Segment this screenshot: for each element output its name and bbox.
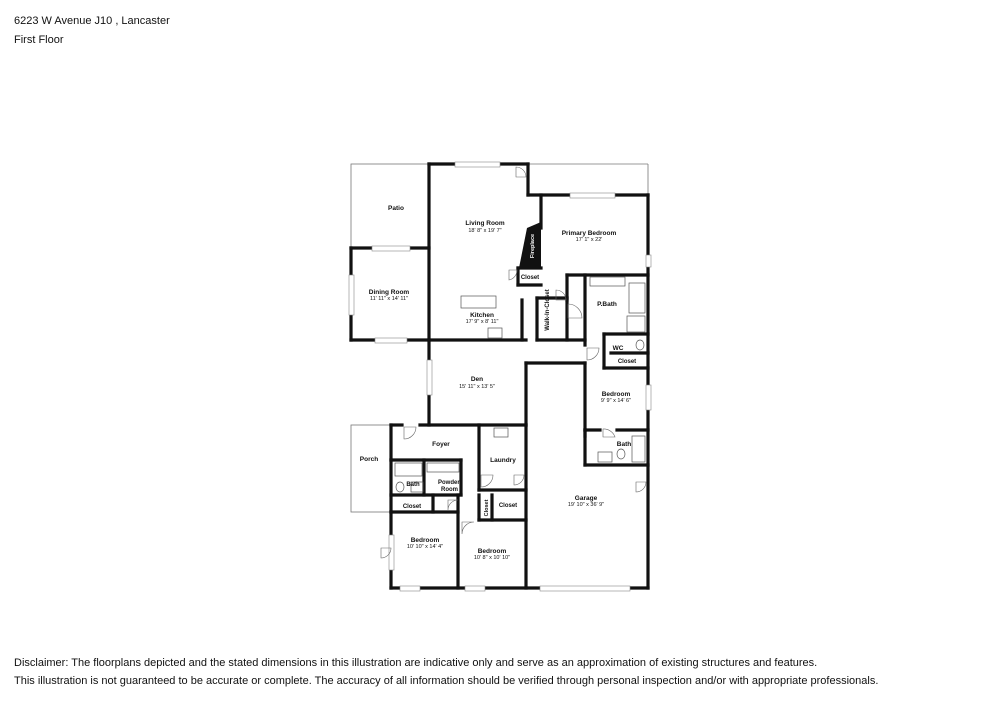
shower — [627, 316, 645, 332]
closet-bedroom-sw-label: Closet — [402, 504, 422, 510]
bedroom-mid-label: Bedroom — [477, 548, 507, 555]
window — [372, 246, 410, 251]
closet-hall-label: Closet — [498, 503, 518, 509]
bathtub — [632, 436, 645, 462]
garage-dims: 19' 10" x 36' 9" — [567, 502, 605, 508]
bath-west-label: Bath — [406, 482, 420, 488]
disclaimer-line-2: This illustration is not guaranteed to be accurate or complete. The accuracy of all information should be verified through personal inspection and/or with appropriate professionals. — [14, 675, 879, 687]
bathtub — [629, 283, 645, 313]
den-label: Den — [470, 376, 484, 383]
floor-label: First Floor — [14, 34, 64, 46]
door-swing — [481, 475, 493, 487]
closet-living-label: Closet — [520, 275, 540, 281]
doors — [381, 167, 646, 558]
sink — [598, 452, 612, 462]
kitchen-island — [461, 296, 496, 308]
door-swing — [509, 270, 517, 280]
toilet — [617, 449, 625, 459]
dining-room-dims: 11' 11" x 14' 11" — [369, 296, 409, 302]
bedroom-sw-label: Bedroom — [410, 537, 440, 544]
window — [375, 338, 407, 343]
door-swing — [514, 475, 524, 485]
bedroom-sw-dims: 10' 10" x 14' 4" — [406, 544, 444, 550]
garage-label: Garage — [574, 495, 598, 502]
kitchen-dims: 17' 9" x 8' 11" — [465, 319, 499, 325]
bedroom-east-label: Bedroom — [601, 391, 631, 398]
window — [570, 193, 615, 198]
washer-dryer — [494, 428, 508, 437]
fireplace-label: Fireplace — [530, 233, 536, 259]
door-swing — [404, 427, 416, 439]
bedroom-east-dims: 9' 9" x 14' 6" — [600, 398, 632, 404]
toilet — [396, 482, 404, 492]
window — [349, 275, 354, 315]
living-room-dims: 18' 8" x 19' 7" — [468, 228, 502, 234]
toilet — [636, 340, 644, 350]
door-swing — [587, 348, 599, 360]
closet-hall-small-label: Closet — [484, 499, 490, 517]
window — [455, 162, 500, 167]
walk-in-closet-label: Walk-In-Closet — [545, 289, 551, 331]
kitchen-label: Kitchen — [470, 312, 494, 319]
powder-vanity — [427, 463, 459, 472]
door-swing — [568, 304, 582, 318]
door-swing — [516, 167, 526, 177]
window — [400, 586, 420, 591]
porch-label: Porch — [359, 456, 379, 463]
stove — [488, 328, 502, 338]
den-dims: 15' 11" x 13' 5" — [459, 384, 495, 390]
primary-bath-label: P.Bath — [597, 301, 617, 308]
door-swing — [603, 429, 615, 437]
room-labels — [360, 205, 636, 561]
bedroom-mid-dims: 10' 8" x 10' 10" — [473, 555, 511, 561]
porch-outline — [351, 425, 391, 512]
garage-door — [540, 586, 630, 591]
window — [465, 586, 485, 591]
window — [427, 360, 432, 395]
primary-bedroom-dims: 17' 1" x 22' — [575, 237, 603, 243]
dining-room-label: Dining Room — [368, 289, 410, 296]
bathtub — [395, 463, 422, 476]
closet-wc-label: Closet — [617, 359, 637, 365]
door-swing — [636, 482, 646, 492]
address-title: 6223 W Avenue J10 , Lancaster — [14, 15, 170, 27]
window — [646, 385, 651, 410]
wc-label: WC — [612, 345, 624, 352]
patio-label: Patio — [388, 205, 404, 212]
bath-east-label: Bath — [616, 441, 632, 448]
disclaimer-line-1: Disclaimer: The floorplans depicted and the stated dimensions in this illustration are indicative only and serve as an approximation of existing structures and features. — [14, 657, 818, 669]
powder-room-label: Powder Room — [438, 480, 460, 493]
primary-bedroom-label: Primary Bedroom — [561, 230, 617, 237]
living-room-label: Living Room — [465, 220, 505, 227]
foyer-label: Foyer — [432, 441, 450, 448]
window — [646, 255, 651, 267]
vanity — [590, 277, 625, 286]
door-swing — [462, 522, 474, 534]
laundry-label: Laundry — [490, 457, 516, 464]
